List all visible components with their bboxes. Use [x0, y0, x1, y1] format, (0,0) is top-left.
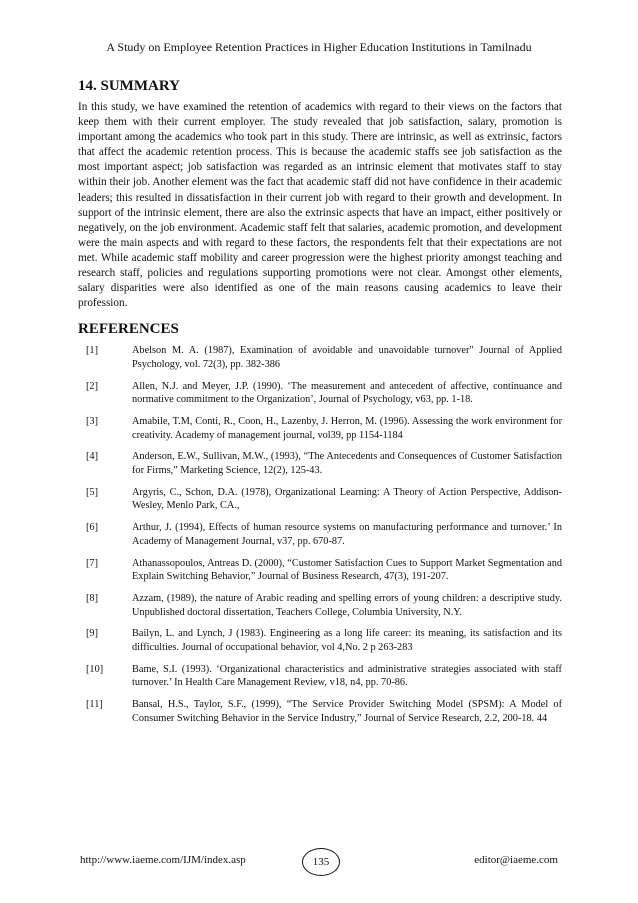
reference-item: [78, 380, 562, 407]
page-content: [78, 78, 562, 733]
reference-number: [11]: [86, 699, 103, 711]
reference-text: Allen, N.J. and Meyer, J.P. (1990). ‘The measurement and antecedent of affective, continuance and normative commitment to the Organization’, Journal of Psychology, v63, pp. 1-18.: [132, 380, 562, 406]
reference-text: Azzam, (1989), the nature of Arabic reading and spelling errors of young children: a descriptive study. Unpublished doctoral dissertation, Teachers College, Columbia University, N.Y.: [132, 592, 562, 618]
reference-item: [78, 557, 562, 584]
reference-number: [1]: [86, 345, 99, 357]
references-heading: REFERENCES: [78, 321, 179, 338]
reference-number: [7]: [86, 557, 99, 569]
running-header: A Study on Employee Retention Practices in Higher Education Institutions in Tamilnadu: [106, 40, 532, 54]
reference-text: Argyris, C., Schon, D.A. (1978), Organizational Learning: A Theory of Action Perspective, Addison-Wesley, Menlo Park, CA.,: [132, 486, 562, 512]
summary-heading: 14. SUMMARY: [78, 78, 180, 94]
reference-text: Bansal, H.S., Taylor, S.F., (1999), “The Service Provider Switching Model (SPSM): A Model of Consumer Switching Behavior in the Service Industry,” Journal of Service Research, 2.2, 200-18. 44: [132, 699, 562, 724]
reference-text: Amabile, T.M, Conti, R., Coon, H., Lazenby, J. Herron, M. (1996). Assessing the work environment for creativity. Academy of management journal, vol39, pp 1154-1184: [132, 416, 562, 441]
reference-text: Arthur, J. (1994), Effects of human resource systems on manufacturing performance and turnover.’ In Academy of Management Journal, v37, pp. 670-87.: [132, 522, 562, 547]
reference-item: [78, 521, 562, 548]
reference-list: [78, 344, 562, 725]
reference-number: [6]: [86, 522, 99, 534]
summary-paragraph: In this study, we have examined the retention of academics with regard to their views on the factors that keep them with their current employer. The study revealed that job satisfaction, salary, promotion is important among the academics who took part in this study. There are intrinsic, as well as extrinsic, factors that affect the academic retention process. This is because the academic staffs see job satisfaction as the most important aspect; job satisfaction was regarded as an intrinsic element that motivates staff to stay within their job. Another element was the fact that academic staff did not have confidence in their academic leaders; this resulted in dissatisfaction in their current job with regard to their growth and development. In support of the intrinsic element, there are also the extrinsic aspects that have an impact, either positively or negatively, on the job environment. Academic staff felt that salaries, academic promotion, and development were the main aspects and with regard to these factors, the respondents felt that their expectations are not met. While academic staff mobility and career progression were the highest priority amongst teaching and research staff, policies and regulations supporting promotions were not clear. Amongst other elements, salary disparities were also identified as one of the main reasons causing academics to leave their profession.: [78, 101, 562, 310]
reference-text: Abelson M. A. (1987), Examination of avoidable and unavoidable turnover" Journal of Applied Psychology, vol. 72(3), pp. 382-386: [132, 345, 562, 370]
reference-number: [3]: [86, 416, 99, 428]
reference-item: [78, 415, 562, 442]
reference-number: [8]: [86, 592, 99, 604]
page-number: 135: [302, 848, 340, 876]
journal-url-link[interactable]: http://www.iaeme.com/IJM/index.asp: [80, 854, 246, 866]
reference-number: [2]: [86, 380, 99, 392]
reference-number: [5]: [86, 486, 99, 498]
reference-number: [4]: [86, 451, 99, 463]
reference-text: Bame, S.I. (1993). ‘Organizational characteristics and administrative strategies associated with staff turnover.’ In Health Care Management Review, v18, n4, pp. 70-86.: [132, 663, 562, 689]
reference-text: Athanassopoulos, Antreas D. (2000), “Customer Satisfaction Cues to Support Market Segmentation and Explain Switching Behavior,” Journal of Business Research, 47(3), 191-207.: [132, 557, 562, 583]
reference-item: [78, 450, 562, 477]
reference-number: [10]: [86, 663, 104, 675]
reference-item: [78, 344, 562, 371]
reference-number: [9]: [86, 628, 99, 640]
page-footer: [0, 848, 638, 878]
reference-text: Anderson, E.W., Sullivan, M.W., (1993), “The Antecedents and Consequences of Customer Satisfaction for Firms,” Marketing Science, 12(2), 125-43.: [132, 451, 562, 477]
editor-email-link[interactable]: editor@iaeme.com: [474, 854, 558, 866]
reference-item: [78, 663, 562, 690]
reference-text: Bailyn, L. and Lynch, J (1983). Engineering as a long life career: its meaning, its satisfaction and its difficulties. Journal of occupational behavior, vol 4,No. 2 p 263-283: [132, 628, 562, 653]
reference-item: [78, 486, 562, 513]
reference-item: [78, 698, 562, 725]
reference-item: [78, 627, 562, 654]
reference-item: [78, 592, 562, 619]
